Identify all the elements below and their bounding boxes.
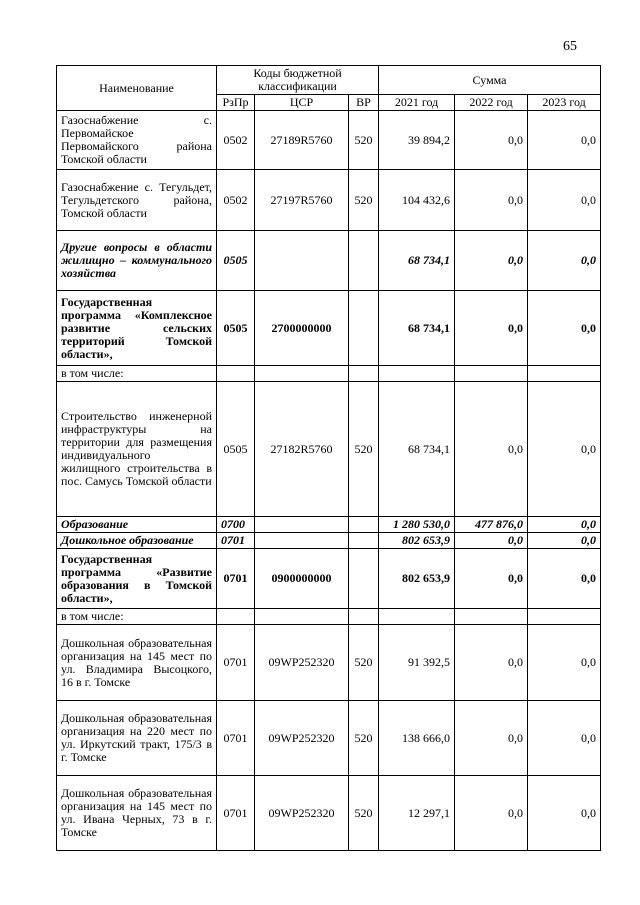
- table-row: [57, 549, 601, 609]
- row-2021: 68 734,1: [379, 382, 455, 517]
- budget-table: [56, 65, 601, 851]
- header-2021: 2021 год: [379, 95, 455, 111]
- row-vr: 520: [349, 170, 379, 231]
- row-2023: 0,0: [528, 291, 601, 366]
- table-row: [57, 366, 601, 382]
- row-2021: 1 280 530,0: [379, 517, 455, 533]
- table-row: [57, 517, 601, 533]
- row-2021: 91 392,5: [379, 625, 455, 701]
- row-2022: 0,0: [455, 111, 528, 170]
- row-2021: 68 734,1: [379, 231, 455, 291]
- row-name: Строительство инженерной инфраструктуры на территории для размещения индивидуального жилищного строительства в пос. Самусь Томской области: [57, 382, 217, 517]
- row-csr: 27189R5760: [255, 111, 349, 170]
- table-row: [57, 609, 601, 625]
- table-row: [57, 111, 601, 170]
- row-2022: 0,0: [455, 625, 528, 701]
- row-vr: 520: [349, 625, 379, 701]
- row-rzpr: 0502: [217, 111, 255, 170]
- row-2022: 0,0: [455, 231, 528, 291]
- row-2023: 0,0: [528, 170, 601, 231]
- row-2022: 0,0: [455, 170, 528, 231]
- header-codes-group: Коды бюджетной классификации: [217, 66, 379, 95]
- row-rzpr: 0502: [217, 170, 255, 231]
- row-csr: 27197R5760: [255, 170, 349, 231]
- row-2022: 0,0: [455, 701, 528, 776]
- row-name: в том числе:: [57, 366, 217, 382]
- row-2022: 0,0: [455, 776, 528, 851]
- row-rzpr: 0505: [217, 382, 255, 517]
- row-rzpr: 0701: [217, 625, 255, 701]
- row-2023: 0,0: [528, 776, 601, 851]
- row-vr: [349, 231, 379, 291]
- row-2023: 0,0: [528, 231, 601, 291]
- row-name: Дошкольная образовательная организация на 145 мест по ул. Ивана Черных, 73 в г. Томске: [57, 776, 217, 851]
- row-2021: 138 666,0: [379, 701, 455, 776]
- row-vr: [349, 549, 379, 609]
- header-sum-group: Сумма: [379, 66, 601, 95]
- row-vr: 520: [349, 382, 379, 517]
- row-2023: 0,0: [528, 517, 601, 533]
- row-csr: 27182R5760: [255, 382, 349, 517]
- row-rzpr: 0701: [217, 776, 255, 851]
- table-row: [57, 231, 601, 291]
- row-rzpr: 0700: [217, 517, 255, 533]
- row-rzpr: 0701: [217, 549, 255, 609]
- table-row: [57, 625, 601, 701]
- header-name: Наименование: [57, 66, 217, 111]
- row-csr: 09WP252320: [255, 701, 349, 776]
- row-csr: 09WP252320: [255, 625, 349, 701]
- row-rzpr: 0701: [217, 701, 255, 776]
- row-vr: [349, 291, 379, 366]
- header-vr: ВР: [349, 95, 379, 111]
- row-rzpr: 0505: [217, 291, 255, 366]
- row-2023: 0,0: [528, 111, 601, 170]
- row-name: Образование: [57, 517, 217, 533]
- table-row: [57, 776, 601, 851]
- row-rzpr: 0505: [217, 231, 255, 291]
- row-csr: [255, 533, 349, 549]
- row-rzpr: 0701: [217, 533, 255, 549]
- row-2021: 39 894,2: [379, 111, 455, 170]
- row-name: Дошкольное образование: [57, 533, 217, 549]
- row-csr: [255, 231, 349, 291]
- row-2022: 477 876,0: [455, 517, 528, 533]
- row-2021: 68 734,1: [379, 291, 455, 366]
- row-csr: 0900000000: [255, 549, 349, 609]
- row-name: Дошкольная образовательная организация на 145 мест по ул. Владимира Высоцкого, 16 в г. Томске: [57, 625, 217, 701]
- row-2023: 0,0: [528, 382, 601, 517]
- row-csr: 2700000000: [255, 291, 349, 366]
- table-row: [57, 533, 601, 549]
- row-name: Газоснабжение с. Тегульдет, Тегульдетского района, Томской области: [57, 170, 217, 231]
- header-csr: ЦСР: [255, 95, 349, 111]
- header-row-1: [57, 66, 601, 95]
- table-row: [57, 382, 601, 517]
- row-vr: [349, 533, 379, 549]
- row-vr: [349, 517, 379, 533]
- row-vr: 520: [349, 776, 379, 851]
- row-2021: 12 297,1: [379, 776, 455, 851]
- row-2022: 0,0: [455, 533, 528, 549]
- table-row: [57, 701, 601, 776]
- row-2023: 0,0: [528, 701, 601, 776]
- row-name: Государственная программа «Развитие образования в Томской области»,: [57, 549, 217, 609]
- row-name: Государственная программа «Комплексное развитие сельских территорий Томской области»,: [57, 291, 217, 366]
- row-vr: 520: [349, 701, 379, 776]
- row-vr: 520: [349, 111, 379, 170]
- row-2022: 0,0: [455, 291, 528, 366]
- row-2023: 0,0: [528, 625, 601, 701]
- row-2023: 0,0: [528, 549, 601, 609]
- header-2022: 2022 год: [455, 95, 528, 111]
- row-csr: 09WP252320: [255, 776, 349, 851]
- row-csr: [255, 517, 349, 533]
- row-2022: 0,0: [455, 549, 528, 609]
- row-2023: 0,0: [528, 533, 601, 549]
- row-2021: 802 653,9: [379, 549, 455, 609]
- row-name: Другие вопросы в области жилищно – коммунального хозяйства: [57, 231, 217, 291]
- page-number: 65: [563, 39, 577, 54]
- row-name: Дошкольная образовательная организация на 220 мест по ул. Иркутский тракт, 175/3 в г. Томске: [57, 701, 217, 776]
- row-name: Газоснабжение с. Первомайское Первомайского района Томской области: [57, 111, 217, 170]
- row-2022: 0,0: [455, 382, 528, 517]
- table-row: [57, 291, 601, 366]
- table-row: [57, 170, 601, 231]
- header-2023: 2023 год: [528, 95, 601, 111]
- row-2021: 802 653,9: [379, 533, 455, 549]
- row-name: в том числе:: [57, 609, 217, 625]
- row-2021: 104 432,6: [379, 170, 455, 231]
- header-rzpr: РзПр: [217, 95, 255, 111]
